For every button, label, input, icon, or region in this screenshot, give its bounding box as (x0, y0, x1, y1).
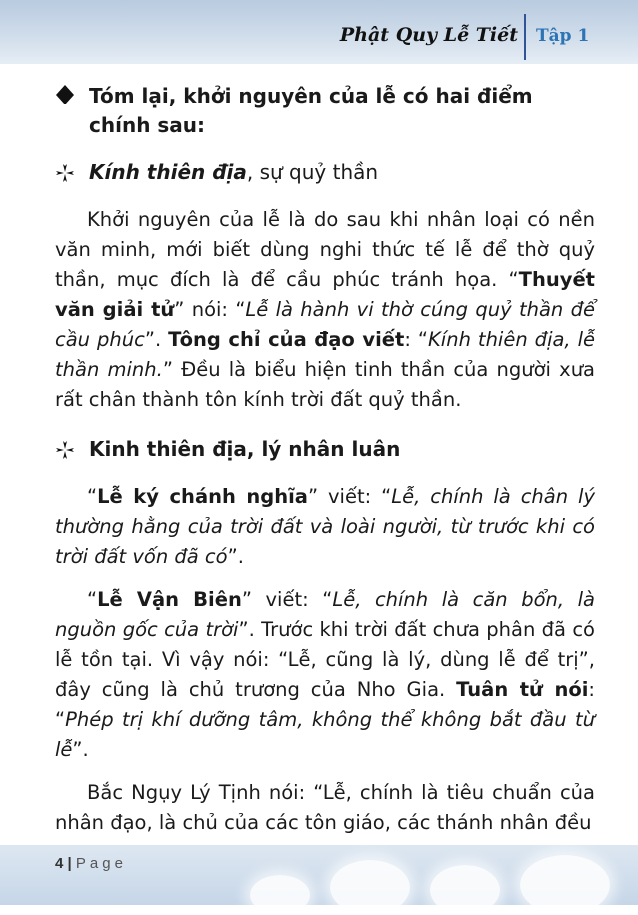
quotation: Lễ, chính là căn bổn, là nguồn gốc của trời (55, 588, 595, 641)
page-number: 4 (55, 855, 64, 872)
page-header (0, 0, 638, 64)
diamond-bullet-icon (55, 82, 75, 112)
section2-paragraph-3 (55, 778, 595, 838)
snow-decoration (250, 875, 310, 915)
header-divider (524, 14, 526, 60)
text-run: ”. (227, 545, 244, 568)
section1-heading (55, 158, 595, 187)
page-number-label (55, 855, 127, 872)
text-run: ” viết: “ (241, 588, 333, 611)
text-run: ”. (144, 328, 169, 351)
quotation: Lễ là hành vi thờ cúng quỷ thần để cầu phúc (55, 298, 595, 351)
section1-paragraph (55, 205, 595, 415)
source-title: Thuyết văn giải tử (55, 268, 595, 321)
summary-heading (55, 82, 595, 140)
text-run: ” viết: “ (307, 485, 392, 508)
section2-heading (55, 435, 595, 464)
page-separator: | (63, 855, 76, 872)
section1-title-rest: , sự quỷ thần (246, 160, 379, 184)
text-run: ” Đều là biểu hiện tinh thần của người xưa rất chân thành tôn kính trời đất quỷ thần. (55, 358, 595, 411)
volume-label: Tập 1 (536, 26, 590, 46)
section2-title-main: Kinh thiên địa (89, 437, 247, 461)
section1-title-main: Kính thiên địa (89, 160, 247, 184)
text-run: ”. (72, 738, 89, 761)
snow-decoration (330, 860, 410, 915)
text-run: Khởi nguyên của lễ là do sau khi nhân loại có nền văn minh, mới biết dùng nghi thức tế lễ để thờ quỷ thần, mục đích là để cầu phúc tránh họa. “ (55, 208, 595, 291)
source-title: Tuân tử nói (456, 678, 589, 701)
text-run: Bắc Ngụy Lý Tịnh nói: “Lễ, chính là tiêu chuẩn của nhân đạo, là chủ của các tôn giáo, các thánh nhân đều (55, 781, 595, 834)
summary-heading-text: Tóm lại, khởi nguyên của lễ có hai điểm chính sau: (89, 84, 533, 137)
page-content (55, 82, 595, 851)
source-title: Tông chỉ của đạo viết (168, 328, 405, 351)
quotation: Phép trị khí dưỡng tâm, không thể không bắt đầu từ lễ (55, 708, 595, 761)
snow-decoration (430, 865, 500, 915)
clover-bullet-icon (55, 158, 75, 192)
text-run: : “ (404, 328, 429, 351)
text-run: ”. Trước khi trời đất chưa phân đã có lễ tồn tại. Vì vậy nói: “Lễ, cũng là lý, dùng lễ để trị”, đây cũng là chủ trương của Nho Gia. (55, 618, 595, 701)
quotation: Lễ, chính là chân lý thường hằng của trời đất và loài người, từ trước khi có trời đất vốn đã có (55, 485, 595, 568)
source-title: Lễ Vận Biên (97, 588, 242, 611)
source-title: Lễ ký chánh nghĩa (97, 485, 308, 508)
page-word: Page (75, 855, 127, 872)
text-run: “ (87, 485, 98, 508)
text-run: “ (87, 588, 98, 611)
clover-bullet-icon (55, 435, 75, 469)
text-run: ” nói: “ (174, 298, 246, 321)
section2-title-rest: , lý nhân luân (246, 437, 401, 461)
text-run: : “ (55, 678, 595, 731)
section2-paragraph-2 (55, 585, 595, 765)
snow-decoration (520, 855, 610, 915)
book-title: Phật Quy Lễ Tiết (339, 24, 518, 46)
page-footer (0, 845, 638, 905)
quotation: Kính thiên địa, lễ thần minh. (55, 328, 596, 381)
section2-paragraph-1 (55, 482, 595, 572)
